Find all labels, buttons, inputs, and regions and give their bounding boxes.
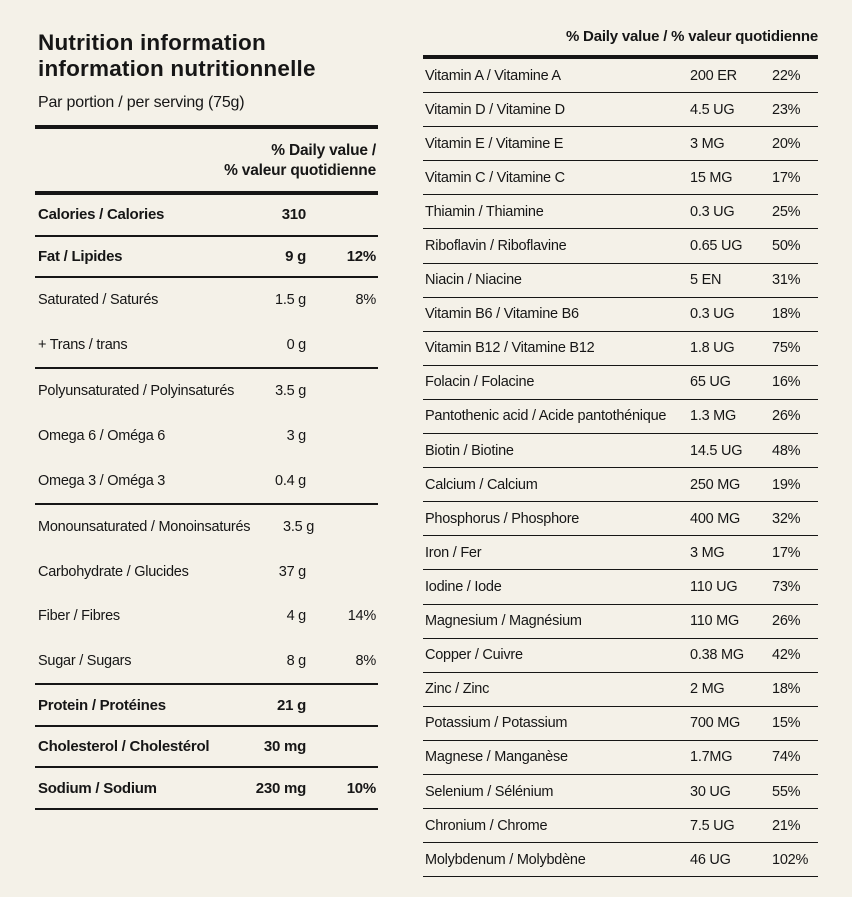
nutrient-name: Protein / Protéines: [38, 696, 166, 714]
vitamin-mineral-row: [423, 434, 818, 468]
vitamin-mineral-amount: 65 UG: [690, 374, 731, 391]
vitamin-mineral-name: Molybdenum / Molybdène: [425, 851, 586, 868]
nutrient-amount: 3.5 g: [275, 383, 307, 400]
nutrient-daily-value: 8%: [355, 653, 376, 670]
nutrient-row: [35, 414, 378, 459]
vitamin-mineral-name: Vitamin E / Vitamine E: [425, 135, 564, 152]
vitamins-minerals-panel: [423, 20, 818, 877]
nutrient-row: [35, 505, 378, 550]
vitamin-mineral-name: Vitamin C / Vitamine C: [425, 169, 565, 186]
vitamin-mineral-row: [423, 127, 818, 161]
daily-value-header-left-line1: % Daily value /: [271, 142, 376, 159]
vitamin-mineral-name: Niacin / Niacine: [425, 272, 522, 289]
vitamin-mineral-row: [423, 264, 818, 298]
vitamin-mineral-amount: 400 MG: [690, 510, 741, 527]
daily-value-header-left-line2: % valeur quotidienne: [224, 162, 376, 179]
nutrient-amount: 37 g: [278, 563, 306, 580]
vitamin-mineral-name: Pantothenic acid / Acide pantothénique: [425, 408, 667, 425]
nutrient-daily-value: 14%: [347, 608, 376, 625]
vitamin-mineral-row: [423, 741, 818, 775]
nutrient-name: Calories / Calories: [38, 206, 165, 224]
nutrient-row: [35, 594, 378, 639]
vitamin-mineral-name: Magnese / Manganèse: [425, 749, 568, 766]
nutrient-row: [35, 458, 378, 505]
vitamin-mineral-row: [423, 809, 818, 843]
vitamin-mineral-daily-value: 102%: [772, 851, 809, 868]
vitamin-mineral-row: [423, 639, 818, 673]
vitamin-mineral-amount: 30 UG: [690, 783, 731, 800]
nutrient-daily-value: 10%: [346, 779, 376, 797]
page-title: [35, 30, 378, 82]
vitamin-mineral-row: [423, 229, 818, 263]
vitamin-mineral-name: Phosphorus / Phosphore: [425, 510, 580, 527]
vitamin-mineral-daily-value: 32%: [772, 510, 801, 527]
vitamin-mineral-name: Vitamin B12 / Vitamine B12: [425, 340, 595, 357]
vitamin-mineral-name: Biotin / Biotine: [425, 442, 514, 459]
nutrient-amount: 4 g: [286, 608, 306, 625]
vitamin-mineral-name: Chronium / Chrome: [425, 817, 548, 834]
vitamin-mineral-daily-value: 26%: [772, 408, 801, 425]
nutrient-name: + Trans / trans: [38, 336, 128, 353]
nutrient-name: Monounsaturated / Monoinsaturés: [38, 519, 251, 536]
vitamin-mineral-name: Vitamin B6 / Vitamine B6: [425, 306, 579, 323]
vitamin-mineral-amount: 14.5 UG: [690, 442, 743, 459]
vitamin-mineral-amount: 1.8 UG: [690, 340, 735, 357]
vitamin-mineral-daily-value: 31%: [772, 272, 801, 289]
vitamin-mineral-name: Vitamin D / Vitamine D: [425, 101, 565, 118]
nutrient-name: Sugar / Sugars: [38, 653, 132, 670]
vitamin-mineral-row: [423, 366, 818, 400]
nutrient-name: Sodium / Sodium: [38, 779, 157, 797]
vitamin-mineral-row: [423, 570, 818, 604]
nutrient-name: Fiber / Fibres: [38, 608, 120, 625]
vitamin-mineral-daily-value: 18%: [772, 306, 801, 323]
nutrient-name: Carbohydrate / Glucides: [38, 563, 189, 580]
nutrient-name: Omega 6 / Oméga 6: [38, 428, 166, 445]
vitamin-mineral-name: Vitamin A / Vitamine A: [425, 67, 561, 84]
vitamin-mineral-amount: 0.3 UG: [690, 306, 735, 323]
vitamin-mineral-daily-value: 19%: [772, 476, 801, 493]
vitamin-mineral-name: Potassium / Potassium: [425, 715, 568, 732]
nutrient-amount: 1.5 g: [275, 292, 306, 309]
vitamin-mineral-amount: 1.3 MG: [690, 408, 737, 425]
vitamin-mineral-daily-value: 16%: [772, 374, 801, 391]
nutrient-row: [35, 237, 378, 279]
nutrient-amount: 8 g: [286, 653, 306, 670]
vitamin-mineral-row: [423, 93, 818, 127]
vitamin-mineral-row: [423, 707, 818, 741]
vitamin-mineral-row: [423, 400, 818, 434]
daily-value-header-left: [35, 129, 378, 191]
vitamin-mineral-name: Thiamin / Thiamine: [425, 203, 544, 220]
page-title-line2: information nutritionnelle: [38, 56, 316, 81]
nutrient-amount: 0.4 g: [275, 472, 306, 489]
vitamin-mineral-amount: 110 MG: [690, 613, 740, 630]
nutrient-amount: 3 g: [286, 428, 306, 445]
nutrient-daily-value: 12%: [346, 247, 376, 265]
vitamin-mineral-row: [423, 673, 818, 707]
nutrient-amount: 21 g: [276, 696, 306, 714]
nutrient-row: [35, 639, 378, 686]
vitamin-mineral-amount: 250 MG: [690, 476, 741, 493]
vitamin-mineral-row: [423, 468, 818, 502]
page-title-line1: Nutrition information: [38, 30, 266, 55]
serving-size-text: Par portion / per serving (75g): [38, 94, 245, 111]
vitamin-mineral-daily-value: 21%: [772, 817, 801, 834]
vitamin-mineral-row: [423, 195, 818, 229]
vitamin-mineral-amount: 4.5 UG: [690, 101, 735, 118]
nutrient-name: Saturated / Saturés: [38, 292, 159, 309]
nutrient-amount: 310: [281, 206, 306, 224]
nutrient-row: [35, 369, 378, 414]
vitamin-mineral-daily-value: 17%: [772, 544, 801, 561]
vitamin-mineral-amount: 0.38 MG: [690, 647, 744, 664]
nutrition-facts-panel: [35, 30, 378, 810]
nutrient-name: Polyunsaturated / Polyinsaturés: [38, 383, 235, 400]
vitamin-mineral-daily-value: 22%: [772, 67, 801, 84]
nutrient-row: [35, 768, 378, 810]
nutrient-name: Fat / Lipides: [38, 247, 123, 265]
nutrient-amount: 30 mg: [263, 738, 306, 756]
vitamin-mineral-row: [423, 59, 818, 93]
vitamin-mineral-amount: 46 UG: [690, 851, 731, 868]
vitamin-mineral-amount: 15 MG: [690, 169, 733, 186]
nutrient-amount: 9 g: [285, 247, 306, 265]
vitamin-mineral-daily-value: 50%: [772, 238, 801, 255]
vitamin-mineral-name: Magnesium / Magnésium: [425, 613, 582, 630]
vitamin-mineral-row: [423, 332, 818, 366]
vitamin-mineral-name: Zinc / Zinc: [425, 681, 490, 698]
vitamin-mineral-row: [423, 775, 818, 809]
vitamin-mineral-daily-value: 55%: [772, 783, 801, 800]
vitamin-mineral-row: [423, 536, 818, 570]
vitamin-mineral-daily-value: 15%: [772, 715, 801, 732]
vitamin-mineral-name: Calcium / Calcium: [425, 476, 538, 493]
nutrient-name: Omega 3 / Oméga 3: [38, 472, 166, 489]
vitamin-mineral-daily-value: 18%: [772, 681, 801, 698]
vitamin-mineral-name: Iron / Fer: [425, 544, 482, 561]
vitamin-mineral-daily-value: 42%: [772, 647, 801, 664]
vitamin-mineral-amount: 0.65 UG: [690, 238, 743, 255]
vitamin-mineral-amount: 1.7MG: [690, 749, 733, 766]
nutrient-amount: 230 mg: [255, 779, 306, 797]
nutrient-row: [35, 550, 378, 595]
nutrient-row: [35, 727, 378, 769]
vitamin-mineral-amount: 3 MG: [690, 135, 725, 152]
vitamin-mineral-row: [423, 298, 818, 332]
vitamin-mineral-daily-value: 26%: [772, 613, 801, 630]
vitamin-mineral-daily-value: 23%: [772, 101, 801, 118]
nutrient-daily-value: 8%: [355, 292, 376, 309]
daily-value-header-right: % Daily value / % valeur quotidienne: [565, 28, 818, 45]
vitamin-mineral-daily-value: 25%: [772, 203, 801, 220]
vitamin-mineral-name: Riboflavin / Riboflavine: [425, 238, 567, 255]
vitamin-mineral-daily-value: 73%: [772, 578, 801, 595]
nutrient-amount: 3.5 g: [283, 519, 315, 536]
vitamin-mineral-daily-value: 74%: [772, 749, 801, 766]
nutrient-row: [35, 685, 378, 727]
vitamin-mineral-row: [423, 161, 818, 195]
macronutrient-table: [35, 195, 378, 810]
vitamin-mineral-amount: 5 EN: [690, 272, 722, 289]
vitamin-mineral-daily-value: 48%: [772, 442, 801, 459]
vitamin-mineral-daily-value: 75%: [772, 340, 801, 357]
nutrient-name: Cholesterol / Cholestérol: [38, 738, 210, 756]
vitamin-mineral-name: Iodine / Iode: [425, 578, 502, 595]
nutrient-row: [35, 323, 378, 370]
vitamin-mineral-amount: 110 UG: [690, 578, 738, 595]
vitamin-mineral-daily-value: 20%: [772, 135, 801, 152]
vitamin-mineral-row: [423, 843, 818, 877]
vitamin-mineral-row: [423, 502, 818, 536]
vitamin-mineral-amount: 3 MG: [690, 544, 725, 561]
vitamin-mineral-amount: 7.5 UG: [690, 817, 735, 834]
nutrient-amount: 0 g: [286, 336, 306, 353]
vitamin-mineral-daily-value: 17%: [772, 169, 801, 186]
vitamin-mineral-amount: 0.3 UG: [690, 203, 735, 220]
vitamin-mineral-name: Copper / Cuivre: [425, 647, 523, 664]
vitamin-mineral-row: [423, 605, 818, 639]
vitamin-mineral-amount: 200 ER: [690, 67, 737, 84]
vitamins-minerals-table: [423, 59, 818, 877]
nutrient-row: [35, 195, 378, 237]
nutrient-row: [35, 278, 378, 323]
vitamin-mineral-amount: 700 MG: [690, 715, 741, 732]
vitamin-mineral-name: Selenium / Sélénium: [425, 783, 554, 800]
vitamin-mineral-name: Folacin / Folacine: [425, 374, 535, 391]
vitamin-mineral-amount: 2 MG: [690, 681, 725, 698]
